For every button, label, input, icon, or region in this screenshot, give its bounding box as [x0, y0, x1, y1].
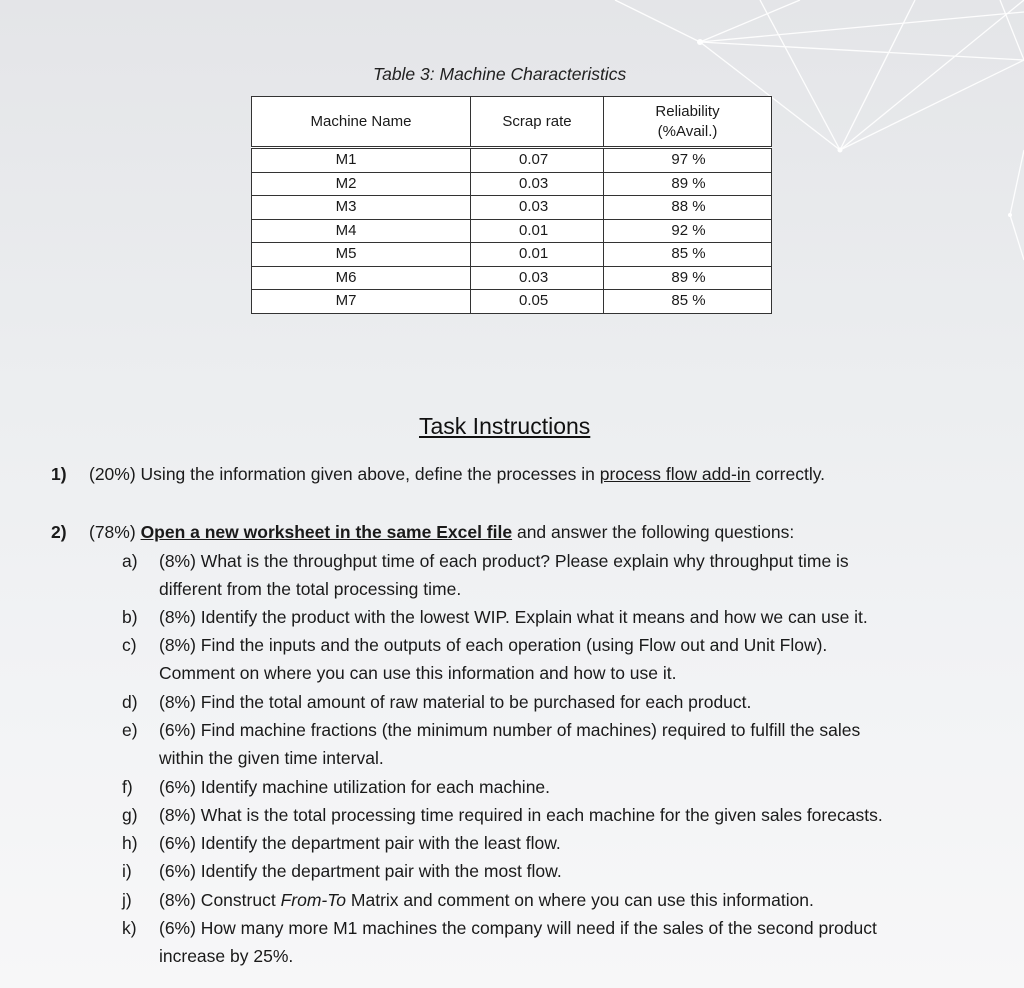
header-scrap-rate: Scrap rate	[471, 97, 604, 148]
question-1-text: (20%) Using the information given above, define the processes in process flow add-in correctly.	[89, 464, 826, 484]
table-caption: Table 3: Machine Characteristics	[373, 64, 627, 84]
open-new-worksheet-link[interactable]: Open a new worksheet in the same Excel file	[140, 522, 513, 542]
table-row: M4 0.01 92 %	[252, 219, 772, 243]
table-row: M5 0.01 85 %	[252, 243, 772, 267]
table-row: M3 0.03 88 %	[252, 196, 772, 220]
process-flow-add-in-link[interactable]: process flow add-in	[599, 464, 751, 484]
machine-characteristics-table	[251, 96, 772, 314]
question-number: 1)	[51, 464, 67, 484]
header-reliability: Reliability (%Avail.)	[604, 97, 772, 148]
task-instructions-title: Task Instructions	[419, 413, 591, 439]
question-2-text: (78%) Open a new worksheet in the same Excel file and answer the following questions:	[89, 522, 795, 542]
table-row: M2 0.03 89 %	[252, 172, 772, 196]
table-row: M7 0.05 85 %	[252, 290, 772, 314]
table-row: M1 0.07 97 %	[252, 148, 772, 173]
table-row: M6 0.03 89 %	[252, 266, 772, 290]
table-header-row	[252, 97, 772, 148]
header-machine-name: Machine Name	[252, 97, 471, 148]
question-number: 2)	[51, 522, 67, 542]
